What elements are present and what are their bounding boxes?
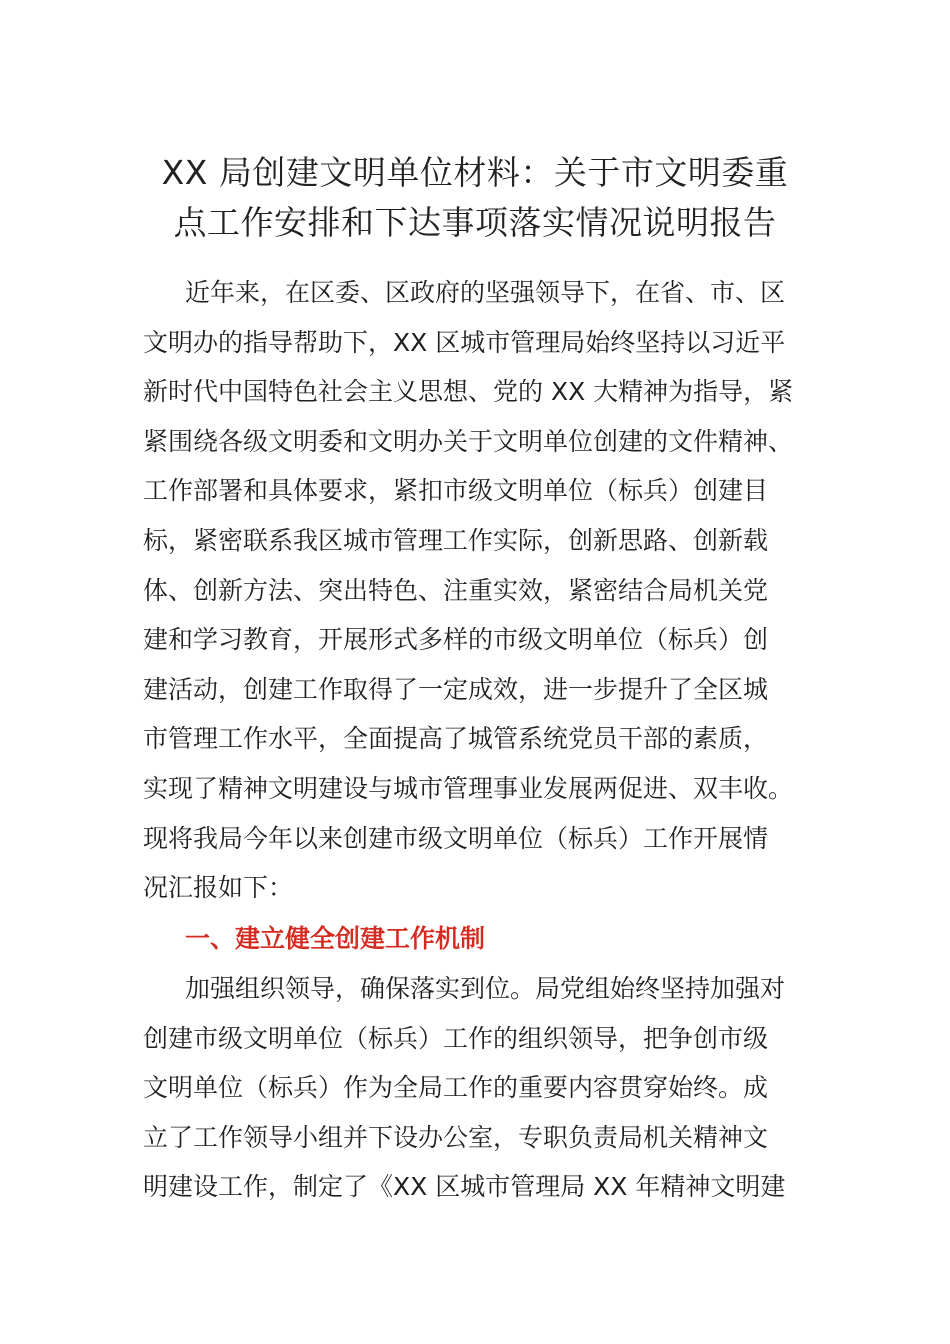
paragraph-line: 立了工作领导小组并下设办公室，专职负责局机关精神文 — [143, 1122, 769, 1152]
paragraph-line: 新时代中国特色社会主义思想、党的 XX 大精神为指导，紧 — [143, 377, 794, 407]
paragraph-line: 标，紧密联系我区城市管理工作实际，创新思路、创新载 — [143, 525, 769, 555]
title-line: 点工作安排和下达事项落实情况说明报告 — [173, 203, 777, 242]
section-heading: 一、建立健全创建工作机制 — [185, 924, 486, 953]
paragraph-line: 明建设工作，制定了《XX 区城市管理局 XX 年精神文明建 — [143, 1172, 786, 1202]
paragraph-line: 建和学习教育，开展形式多样的市级文明单位（标兵）创 — [143, 625, 769, 655]
title-line: XX 局创建文明单位材料：关于市文明委重 — [161, 153, 789, 192]
section-paragraph — [143, 964, 807, 1212]
paragraph-line: 市管理工作水平，全面提高了城管系统党员干部的素质， — [143, 724, 769, 754]
paragraph-line: 现将我局今年以来创建市级文明单位（标兵）工作开展情 — [143, 823, 769, 853]
paragraph-line: 文明单位（标兵）作为全局工作的重要内容贯穿始终。成 — [143, 1073, 769, 1103]
paragraph-line: 紧围绕各级文明委和文明办关于文明单位创建的文件精神、 — [143, 426, 794, 456]
paragraph-line: 实现了精神文明建设与城市管理事业发展两促进、双丰收。 — [143, 773, 794, 803]
paragraph-line: 创建市级文明单位（标兵）工作的组织领导，把争创市级 — [143, 1023, 769, 1053]
paragraph-line: 建活动，创建工作取得了一定成效，进一步提升了全区城 — [143, 674, 769, 704]
paragraph-line: 近年来，在区委、区政府的坚强领导下，在省、市、区 — [185, 278, 786, 307]
paragraph-line: 体、创新方法、突出特色、注重实效，紧密结合局机关党 — [143, 575, 769, 605]
intro-paragraph — [143, 268, 807, 913]
paragraph-line: 加强组织领导，确保落实到位。局党组始终坚持加强对 — [185, 974, 786, 1003]
paragraph-line: 工作部署和具体要求，紧扣市级文明单位（标兵）创建目 — [143, 476, 769, 506]
paragraph-line: 文明办的指导帮助下，XX 区城市管理局始终坚持以习近平 — [143, 327, 786, 357]
document-title — [120, 148, 830, 248]
paragraph-line: 况汇报如下： — [143, 873, 294, 903]
